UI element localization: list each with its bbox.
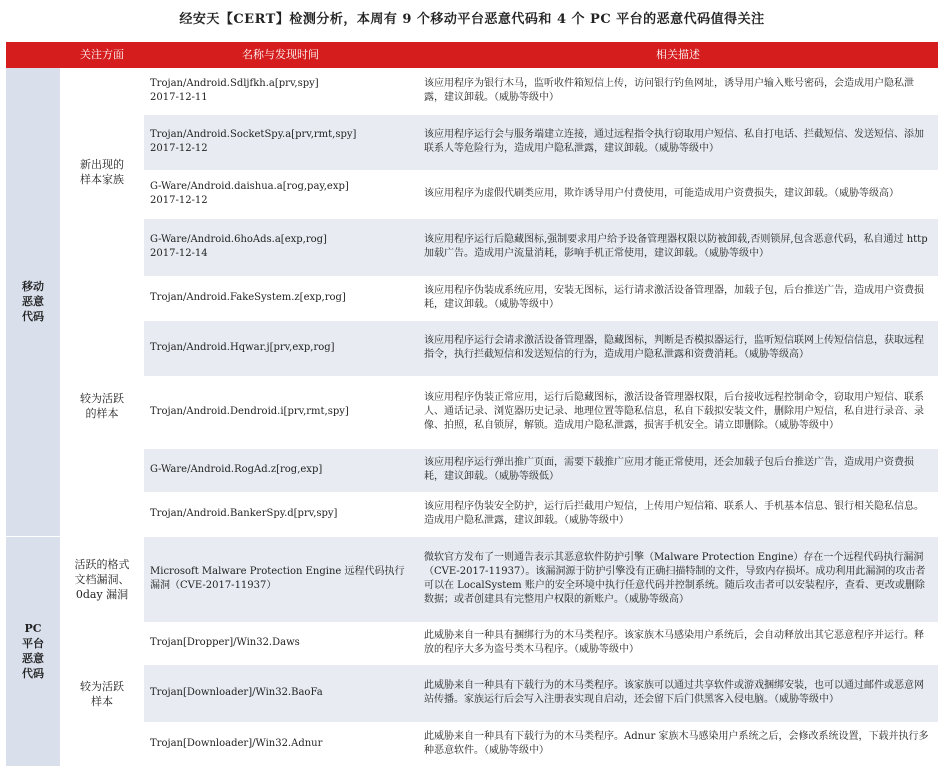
table-row (6, 170, 938, 218)
malware-desc-cell: 此威胁来自一种具有下载行为的木马类程序。该家族可以通过共享软件或游戏捆绑安装，也可以通过邮件或恶意网站传播。家族运行后会写入注册表实现自启动，还会留下后门供黑客入侵电脑。（威胁等级中） (418, 664, 938, 722)
category-mobile: 移动 恶意 代码 (6, 68, 61, 536)
category-pc: PC 平台 恶意 代码 (6, 536, 61, 766)
malware-desc-cell: 此威胁来自一种具有下载行为的木马类程序。Adnur 家族木马感染用户系统之后，会修改系统设置，下载并执行多种恶意软件。（威胁等级中） (418, 722, 938, 766)
table-row (6, 218, 938, 276)
report-title: 经安天【CERT】检测分析，本周有 9 个移动平台恶意代码和 4 个 PC 平台的恶意代码值得关注 (179, 12, 765, 27)
malware-desc-cell: 该应用程序运行弹出推广页面，需要下载推广应用才能正常使用，还会加载子包后台推送广告，造成用户资费损耗，建议卸载。（威胁等级低） (418, 448, 938, 492)
malware-desc-cell: 该应用程序伪装安全防护，运行后拦截用户短信，上传用户短信箱、联系人、手机基本信息、银行相关隐私信息。造成用户隐私泄露，建议卸载。（威胁等级中） (418, 492, 938, 536)
malware-desc-cell: 该应用程序伪装正常应用，运行后隐藏图标，激活设备管理器权限，后台接收远程控制命令，窃取用户短信、联系人、通话记录、浏览器历史记录、地理位置等隐私信息，私自下载拟安装文件，删除用户短信，私自进行录音、录像、拍照，私自锁屏，解锁。造成用户隐私泄露，损害手机安全。请立即删除。（威胁等级中） (418, 376, 938, 448)
table-row (6, 664, 938, 722)
malware-desc-cell: 该应用程序为银行木马，监听收件箱短信上传，访问银行钓鱼网址，诱导用户输入账号密码，会造成用户隐私泄露，建议卸载。（威胁等级中） (418, 68, 938, 114)
malware-name-cell: G-Ware/Android.6hoAds.a[exp,rog] 2017-12-14 (143, 218, 418, 276)
threat-table (6, 42, 938, 767)
header-category (6, 42, 61, 68)
group-mobile-new: 新出现的 样本家族 (61, 68, 143, 276)
malware-desc-cell: 该应用程序运行会请求激活设备管理器，隐藏图标，判断是否模拟器运行，监听短信联网上传短信信息，获取远程指令，执行拦截短信和发送短信的行为，造成用户隐私泄露和资费消耗。（威胁等级高） (418, 320, 938, 376)
table-row (6, 376, 938, 448)
malware-name-cell: G-Ware/Android.RogAd.z[rog,exp] (143, 448, 418, 492)
malware-name-cell: Trojan[Downloader]/Win32.BaoFa (143, 664, 418, 722)
malware-name-cell: Trojan/Android.BankerSpy.d[prv,spy] (143, 492, 418, 536)
malware-name-cell: Trojan/Android.FakeSystem.z[exp,rog] (143, 276, 418, 320)
malware-desc-cell: 该应用程序为虚假代刷类应用，欺诈诱导用户付费使用，可能造成用户资费损失，建议卸载。（威胁等级高） (418, 170, 938, 218)
table-row (6, 492, 938, 536)
table-row (6, 448, 938, 492)
table-row (6, 622, 938, 664)
group-pc-vuln: 活跃的格式 文档漏洞、 0day 漏洞 (61, 536, 143, 622)
malware-name-cell: G-Ware/Android.daishua.a[rog,pay,exp] 2017-12-12 (143, 170, 418, 218)
malware-desc-cell: 该应用程序伪装成系统应用，安装无图标，运行请求激活设备管理器，加载子包，后台推送广告，造成用户资费损耗，建议卸载。（威胁等级中） (418, 276, 938, 320)
malware-name-cell: Trojan[Downloader]/Win32.Adnur (143, 722, 418, 766)
malware-name-cell: Trojan[Dropper]/Win32.Daws (143, 622, 418, 664)
malware-name-cell: Trojan/Android.Sdljfkh.a[prv,spy] 2017-12-11 (143, 68, 418, 114)
header-name: 名称与发现时间 (143, 42, 418, 68)
table-row (6, 320, 938, 376)
group-mobile-active: 较为活跃 的样本 (61, 276, 143, 536)
malware-name-cell: Microsoft Malware Protection Engine 远程代码执行漏洞（CVE-2017-11937） (143, 536, 418, 622)
table-row (6, 114, 938, 170)
malware-desc-cell: 该应用程序运行后隐藏图标,强制要求用户给予设备管理器权限以防被卸载,否则锁屏,包含恶意代码，私自通过 http 加载广告。造成用户流量消耗，影响手机正常使用，建议卸载。（威胁等级中） (418, 218, 938, 276)
table-header-row (6, 42, 938, 68)
table-row (6, 276, 938, 320)
malware-desc-cell: 微软官方发布了一则通告表示其恶意软件防护引擎（Malware Protection Engine）存在一个远程代码执行漏洞（CVE-2017-11937）。该漏洞源于防护引擎没有正确扫描特制的文件，导致内存损坏。成功利用此漏洞的攻击者可以在 LocalSystem 账户的安全环境中执行任意代码并控制系统。随后攻击者可以安装程序，查看、更改或删除数据；或者创建具有完整用户权限的新账户。（威胁等级高） (418, 536, 938, 622)
malware-desc-cell: 该应用程序运行会与服务端建立连接，通过远程指令执行窃取用户短信、私自打电话、拦截短信、发送短信、添加联系人等危险行为，造成用户隐私泄露，建议卸载。（威胁等级中） (418, 114, 938, 170)
header-desc: 相关描述 (418, 42, 938, 68)
malware-name-cell: Trojan/Android.Dendroid.i[prv,rmt,spy] (143, 376, 418, 448)
malware-name-cell: Trojan/Android.SocketSpy.a[prv,rmt,spy] 2017-12-12 (143, 114, 418, 170)
malware-name-cell: Trojan/Android.Hqwar.j[prv,exp,rog] (143, 320, 418, 376)
table-row (6, 536, 938, 622)
malware-desc-cell: 此威胁来自一种具有捆绑行为的木马类程序。该家族木马感染用户系统后，会自动释放出其它恶意程序并运行。释放的程序大多为盗号类木马程序。（威胁等级中） (418, 622, 938, 664)
table-row (6, 722, 938, 766)
header-focus: 关注方面 (61, 42, 143, 68)
table-row (6, 68, 938, 114)
group-pc-active: 较为活跃 样本 (61, 622, 143, 766)
